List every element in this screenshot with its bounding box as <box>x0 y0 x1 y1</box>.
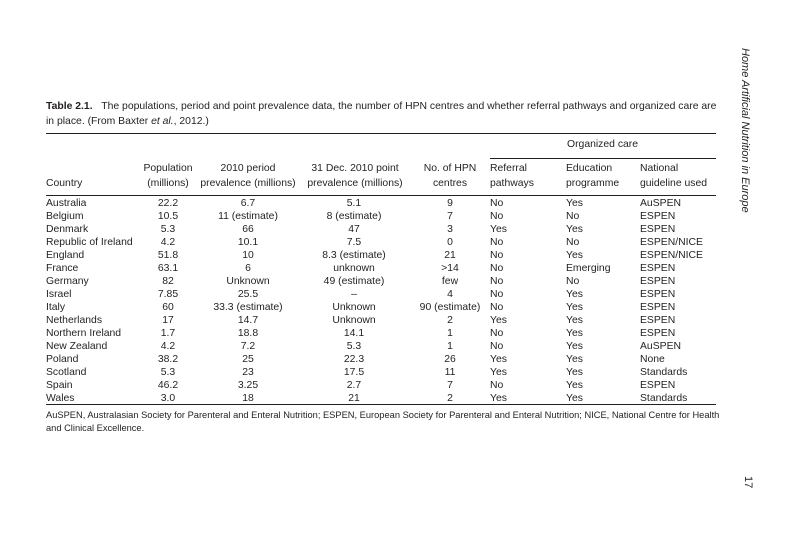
cell-guideline: ESPEN <box>640 224 676 235</box>
prevalence-table <box>46 197 716 405</box>
cell-referral: Yes <box>490 393 507 404</box>
cell-period-prevalence: 10 <box>242 250 254 261</box>
cell-education: Yes <box>566 367 583 378</box>
cell-population: 82 <box>162 276 174 287</box>
col-header-period: 2010 period prevalence (millions) <box>200 163 296 189</box>
cell-hpn-centres: 0 <box>447 237 453 248</box>
cell-population: 4.2 <box>160 237 176 248</box>
cell-point-prevalence: 8.3 (estimate) <box>322 250 386 261</box>
cell-country: Germany <box>46 276 89 287</box>
cell-period-prevalence: 11 (estimate) <box>218 211 278 222</box>
top-rule <box>46 133 716 134</box>
cell-referral: Yes <box>490 224 507 235</box>
cell-referral: No <box>490 302 504 313</box>
table-row <box>46 314 716 327</box>
cell-guideline: ESPEN <box>640 211 676 222</box>
cell-referral: No <box>490 250 504 261</box>
cell-period-prevalence: 10.1 <box>237 237 259 248</box>
running-head-text: Home Artificial Nutrition in Europe <box>739 48 751 213</box>
table-row <box>46 301 716 314</box>
cell-education: Yes <box>566 341 583 352</box>
cell-hpn-centres: 7 <box>447 380 453 391</box>
cell-period-prevalence: 7.2 <box>240 341 256 352</box>
cell-guideline: ESPEN/NICE <box>640 237 703 248</box>
cell-education: Yes <box>566 354 583 365</box>
cell-guideline: Standards <box>640 393 688 404</box>
cell-period-prevalence: 6.7 <box>240 198 256 209</box>
cell-population: 5.3 <box>160 224 176 235</box>
cell-population: 1.7 <box>160 328 176 339</box>
cell-education: No <box>566 211 580 222</box>
cell-referral: No <box>490 198 504 209</box>
cell-period-prevalence: 25 <box>242 354 254 365</box>
cell-population: 4.2 <box>160 341 176 352</box>
cell-guideline: ESPEN <box>640 328 676 339</box>
cell-population: 60 <box>162 302 174 313</box>
col-header-guideline: National guideline used <box>640 163 708 189</box>
cell-hpn-centres: 9 <box>447 198 453 209</box>
cell-guideline: ESPEN/NICE <box>640 250 703 261</box>
cell-hpn-centres: 1 <box>447 341 453 352</box>
cell-point-prevalence: 21 <box>348 393 360 404</box>
table-row <box>46 275 716 288</box>
cell-guideline: ESPEN <box>640 263 676 274</box>
cell-point-prevalence: unknown <box>333 263 375 274</box>
cell-population: 51.8 <box>157 250 179 261</box>
cell-country: Scotland <box>46 367 87 378</box>
caption-etal: et al. <box>151 116 174 127</box>
cell-guideline: None <box>640 354 665 365</box>
cell-point-prevalence: 5.1 <box>346 198 362 209</box>
cell-point-prevalence: 8 (estimate) <box>326 211 382 222</box>
cell-country: Netherlands <box>46 315 103 326</box>
cell-point-prevalence: 47 <box>348 224 360 235</box>
cell-referral: No <box>490 328 504 339</box>
bottom-rule <box>46 404 716 405</box>
table-row <box>46 288 716 301</box>
cell-point-prevalence: 49 (estimate) <box>323 276 385 287</box>
cell-hpn-centres: few <box>441 276 459 287</box>
cell-point-prevalence: 22.3 <box>343 354 365 365</box>
col-header-education: Education programme <box>566 163 620 189</box>
page-number <box>740 476 756 496</box>
cell-period-prevalence: 33.3 (estimate) <box>213 302 283 313</box>
cell-referral: No <box>490 289 504 300</box>
cell-country: Wales <box>46 393 75 404</box>
cell-country: Italy <box>46 302 66 313</box>
cell-hpn-centres: >14 <box>441 263 459 274</box>
cell-education: Yes <box>566 289 583 300</box>
cell-hpn-centres: 4 <box>447 289 453 300</box>
cell-guideline: ESPEN <box>640 380 676 391</box>
cell-population: 5.3 <box>160 367 176 378</box>
cell-population: 46.2 <box>157 380 179 391</box>
cell-hpn-centres: 7 <box>447 211 453 222</box>
cell-country: Denmark <box>46 224 89 235</box>
cell-referral: No <box>490 237 504 248</box>
cell-education: Yes <box>566 393 583 404</box>
cell-period-prevalence: 23 <box>242 367 254 378</box>
cell-period-prevalence: 66 <box>242 224 254 235</box>
cell-country: Spain <box>46 380 73 391</box>
cell-referral: Yes <box>490 315 507 326</box>
organized-care-header: Organized care <box>567 139 639 150</box>
table-row <box>46 353 716 366</box>
cell-population: 63.1 <box>157 263 179 274</box>
table-label: Table 2.1. <box>46 101 93 112</box>
cell-period-prevalence: 6 <box>245 263 251 274</box>
col-header-population: Population (millions) <box>143 163 193 189</box>
cell-period-prevalence: 25.5 <box>237 289 259 300</box>
cell-guideline: ESPEN <box>640 302 676 313</box>
cell-period-prevalence: 14.7 <box>237 315 259 326</box>
col-header-centres: No. of HPN centres <box>423 163 477 189</box>
cell-education: Yes <box>566 328 583 339</box>
cell-population: 38.2 <box>157 354 179 365</box>
cell-hpn-centres: 3 <box>447 224 453 235</box>
page-number-text: 17 <box>742 476 754 489</box>
cell-point-prevalence: Unknown <box>332 315 376 326</box>
cell-education: No <box>566 276 580 287</box>
cell-country: New Zealand <box>46 341 108 352</box>
cell-country: Republic of Ireland <box>46 237 133 248</box>
caption-text-end: , 2012.) <box>173 116 209 127</box>
table-row <box>46 262 716 275</box>
cell-population: 3.0 <box>160 393 176 404</box>
cell-hpn-centres: 1 <box>447 328 453 339</box>
cell-referral: No <box>490 341 504 352</box>
col-header-referral: Referral pathways <box>490 163 534 189</box>
cell-referral: No <box>490 276 504 287</box>
cell-referral: Yes <box>490 354 507 365</box>
cell-point-prevalence: 17.5 <box>343 367 365 378</box>
cell-point-prevalence: 5.3 <box>346 341 362 352</box>
cell-period-prevalence: 18 <box>242 393 254 404</box>
organized-care-rule <box>490 158 716 159</box>
cell-country: Israel <box>46 289 72 300</box>
cell-guideline: Standards <box>640 367 688 378</box>
cell-population: 17 <box>162 315 174 326</box>
cell-country: France <box>46 263 79 274</box>
running-head <box>737 48 753 218</box>
cell-education: Yes <box>566 224 583 235</box>
table-row <box>46 210 716 223</box>
cell-hpn-centres: 21 <box>444 250 456 261</box>
table-caption <box>46 99 726 129</box>
cell-country: Australia <box>46 198 87 209</box>
table-row <box>46 197 716 210</box>
cell-point-prevalence: Unknown <box>332 302 376 313</box>
cell-guideline: AuSPEN <box>640 341 682 352</box>
cell-education: Yes <box>566 250 583 261</box>
col-header-point: 31 Dec. 2010 point prevalence (millions) <box>307 163 403 189</box>
cell-referral: No <box>490 380 504 391</box>
cell-hpn-centres: 11 <box>444 367 456 378</box>
table-body <box>46 197 716 405</box>
table-footnote: AuSPEN, Australasian Society for Parenteral and Enteral Nutrition; ESPEN, European Society for Parenteral and Enteral Nutrition; NICE, National Centre for Health and Clinical Excellence. <box>46 410 720 433</box>
header-rule <box>46 195 716 196</box>
cell-education: Yes <box>566 198 583 209</box>
cell-guideline: ESPEN <box>640 276 676 287</box>
table-row <box>46 340 716 353</box>
cell-country: Belgium <box>46 211 84 222</box>
cell-period-prevalence: 18.8 <box>237 328 259 339</box>
cell-guideline: AuSPEN <box>640 198 682 209</box>
cell-population: 22.2 <box>157 198 179 209</box>
cell-country: Northern Ireland <box>46 328 122 339</box>
cell-referral: No <box>490 211 504 222</box>
cell-point-prevalence: – <box>351 289 357 300</box>
col-header-country: Country <box>46 178 83 189</box>
cell-period-prevalence: Unknown <box>226 276 270 287</box>
cell-point-prevalence: 7.5 <box>346 237 362 248</box>
table-row <box>46 379 716 392</box>
cell-population: 10.5 <box>157 211 179 222</box>
table-row <box>46 236 716 249</box>
cell-hpn-centres: 2 <box>447 393 453 404</box>
cell-guideline: ESPEN <box>640 289 676 300</box>
cell-country: England <box>46 250 85 261</box>
cell-hpn-centres: 90 (estimate) <box>419 302 481 313</box>
table-row <box>46 327 716 340</box>
cell-education: Yes <box>566 315 583 326</box>
cell-referral: No <box>490 263 504 274</box>
table-row <box>46 366 716 379</box>
caption-text: The populations, period and point prevalence data, the number of HPN centres and whether referral pathways and organized care are in place. (From Baxter <box>46 101 717 127</box>
cell-education: Emerging <box>566 263 611 274</box>
cell-hpn-centres: 2 <box>447 315 453 326</box>
table-row <box>46 223 716 236</box>
cell-education: Yes <box>566 302 583 313</box>
cell-point-prevalence: 2.7 <box>346 380 362 391</box>
table-row <box>46 249 716 262</box>
cell-education: No <box>566 237 580 248</box>
cell-education: Yes <box>566 380 583 391</box>
cell-period-prevalence: 3.25 <box>237 380 259 391</box>
cell-population: 7.85 <box>157 289 179 300</box>
cell-referral: Yes <box>490 367 507 378</box>
cell-country: Poland <box>46 354 79 365</box>
cell-point-prevalence: 14.1 <box>343 328 365 339</box>
cell-hpn-centres: 26 <box>444 354 456 365</box>
cell-guideline: ESPEN <box>640 315 676 326</box>
